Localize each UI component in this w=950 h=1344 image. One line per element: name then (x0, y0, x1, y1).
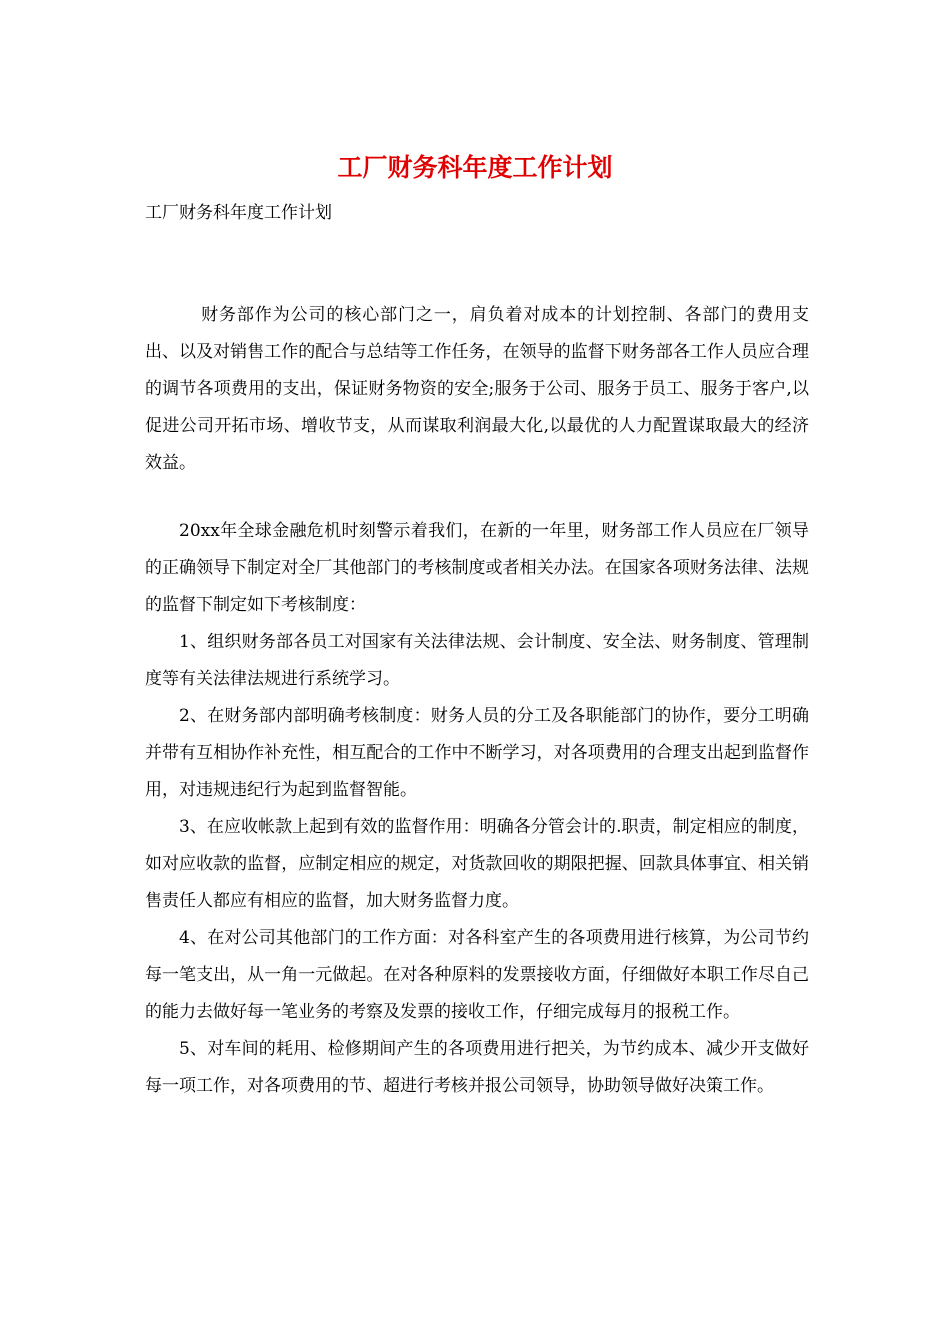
plan-item-5: 5、对车间的耗用、检修期间产生的各项费用进行把关，为节约成本、减少开支做好每一项工作，对各项费用的节、超进行考核并报公司领导，协助领导做好决策工作。 (145, 1039, 809, 1096)
plan-item-4: 4、在对公司其他部门的工作方面：对各科室产生的各项费用进行核算，为公司节约每一笔支出，从一角一元做起。在对各种原料的发票接收方面，仔细做好本职工作尽自己的能力去做好每一笔业务的考察及发票的接收工作，仔细完成每月的报税工作。 (145, 928, 809, 1022)
plan-item-3: 3、在应收帐款上起到有效的监督作用：明确各分管会计的.职责，制定相应的制度，如对应收款的监督，应制定相应的规定，对货款回收的期限把握、回款具体事宜、相关销售责任人都应有相应的监督，加大财务监督力度。 (145, 817, 809, 911)
document-title: 工厂财务科年度工作计划 (337, 153, 613, 182)
plan-item-1: 1、组织财务部各员工对国家有关法律法规、会计制度、安全法、财务制度、管理制度等有关法律法规进行系统学习。 (145, 632, 809, 689)
plan-item-2: 2、在财务部内部明确考核制度：财务人员的分工及各职能部门的协作，要分工明确并带有互相协作补充性，相互配合的工作中不断学习，对各项费用的合理支出起到监督作用，对违规违纪行为起到监督智能。 (145, 706, 809, 800)
intro-paragraph: 财务部作为公司的核心部门之一，肩负着对成本的计划控制、各部门的费用支出、以及对销售工作的配合与总结等工作任务，在领导的监督下财务部各工作人员应合理的调节各项费用的支出，保证财务物资的安全;服务于公司、服务于员工、服务于客户,以促进公司开拓市场、增收节支，从而谋取利润最大化,以最优的人力配置谋取最大的经济效益。 (145, 305, 809, 473)
plan-section (145, 513, 809, 1105)
document-subtitle: 工厂财务科年度工作计划 (145, 203, 332, 223)
context-paragraph: 20xx年全球金融危机时刻警示着我们，在新的一年里，财务部工作人员应在厂领导的正确领导下制定对全厂其他部门的考核制度或者相关办法。在国家各项财务法律、法规的监督下制定如下考核制度： (145, 521, 809, 615)
intro-section (145, 297, 809, 482)
